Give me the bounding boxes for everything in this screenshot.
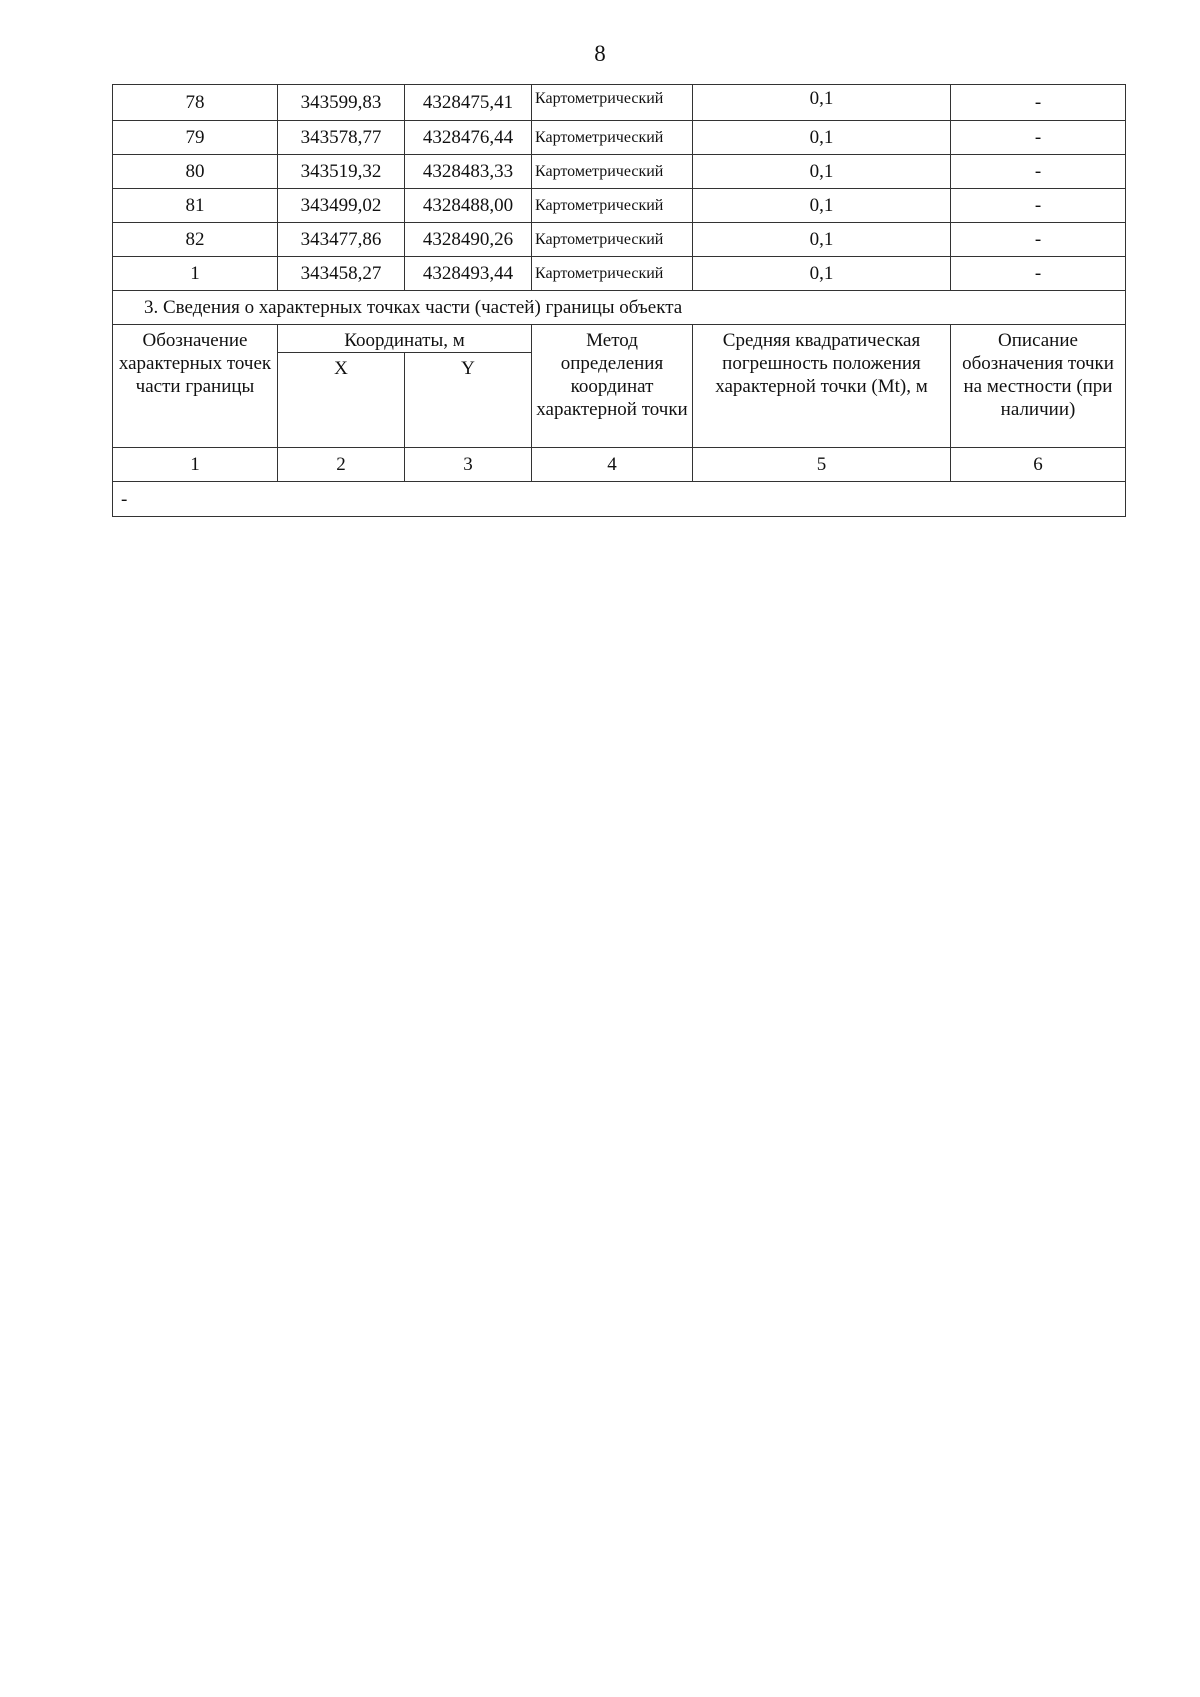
section-3-title: 3. Сведения о характерных точках части (частей) границы объекта bbox=[113, 291, 1126, 325]
point-number-cell: 1 bbox=[113, 257, 278, 291]
coord-x-cell: 343599,83 bbox=[278, 85, 405, 121]
column-number-row bbox=[113, 448, 1126, 482]
column-number: 6 bbox=[951, 448, 1126, 482]
empty-value: - bbox=[113, 482, 1126, 517]
error-cell: 0,1 bbox=[693, 223, 951, 257]
description-cell: - bbox=[951, 189, 1126, 223]
column-number: 4 bbox=[532, 448, 693, 482]
description-cell: - bbox=[951, 223, 1126, 257]
table-row bbox=[113, 189, 1126, 223]
error-cell: 0,1 bbox=[693, 189, 951, 223]
point-number-cell: 79 bbox=[113, 121, 278, 155]
method-cell: Картометрический bbox=[532, 257, 693, 291]
description-cell: - bbox=[951, 85, 1126, 121]
point-number-cell: 80 bbox=[113, 155, 278, 189]
points-rows bbox=[113, 85, 1126, 291]
method-cell: Картометрический bbox=[532, 85, 693, 121]
empty-data-row bbox=[113, 482, 1126, 517]
method-cell: Картометрический bbox=[532, 223, 693, 257]
coord-y-cell: 4328483,33 bbox=[405, 155, 532, 189]
header-designation: Обозначение характерных точек части границы bbox=[113, 325, 278, 448]
error-cell: 0,1 bbox=[693, 121, 951, 155]
table-row bbox=[113, 121, 1126, 155]
characteristic-points-table bbox=[112, 84, 1126, 517]
column-number: 3 bbox=[405, 448, 532, 482]
coord-y-cell: 4328488,00 bbox=[405, 189, 532, 223]
table-row bbox=[113, 223, 1126, 257]
point-number-cell: 78 bbox=[113, 85, 278, 121]
header-description: Описание обозначения точки на местности (при наличии) bbox=[951, 325, 1126, 448]
coord-x-cell: 343519,32 bbox=[278, 155, 405, 189]
table-row bbox=[113, 85, 1126, 121]
coord-x-cell: 343499,02 bbox=[278, 189, 405, 223]
point-number-cell: 82 bbox=[113, 223, 278, 257]
header-row-1 bbox=[113, 325, 1126, 353]
coord-x-cell: 343578,77 bbox=[278, 121, 405, 155]
method-cell: Картометрический bbox=[532, 121, 693, 155]
column-number: 2 bbox=[278, 448, 405, 482]
point-number-cell: 81 bbox=[113, 189, 278, 223]
error-cell: 0,1 bbox=[693, 257, 951, 291]
description-cell: - bbox=[951, 121, 1126, 155]
header-error: Средняя квадратическая погрешность положения характерной точки (Mt), м bbox=[693, 325, 951, 448]
header-y: Y bbox=[405, 353, 532, 448]
error-cell: 0,1 bbox=[693, 155, 951, 189]
coord-x-cell: 343477,86 bbox=[278, 223, 405, 257]
coord-y-cell: 4328475,41 bbox=[405, 85, 532, 121]
column-number: 5 bbox=[693, 448, 951, 482]
coord-y-cell: 4328476,44 bbox=[405, 121, 532, 155]
method-cell: Картометрический bbox=[532, 155, 693, 189]
header-coordinates: Координаты, м bbox=[278, 325, 532, 353]
page-number: 8 bbox=[594, 41, 606, 66]
description-cell: - bbox=[951, 155, 1126, 189]
column-number: 1 bbox=[113, 448, 278, 482]
coord-y-cell: 4328490,26 bbox=[405, 223, 532, 257]
description-cell: - bbox=[951, 257, 1126, 291]
table-row bbox=[113, 155, 1126, 189]
method-cell: Картометрический bbox=[532, 189, 693, 223]
header-x: X bbox=[278, 353, 405, 448]
section-3-title-row bbox=[113, 291, 1126, 325]
coord-y-cell: 4328493,44 bbox=[405, 257, 532, 291]
coord-x-cell: 343458,27 bbox=[278, 257, 405, 291]
header-method: Метод определения координат характерной точки bbox=[532, 325, 693, 448]
table-row bbox=[113, 257, 1126, 291]
error-cell: 0,1 bbox=[693, 85, 951, 121]
